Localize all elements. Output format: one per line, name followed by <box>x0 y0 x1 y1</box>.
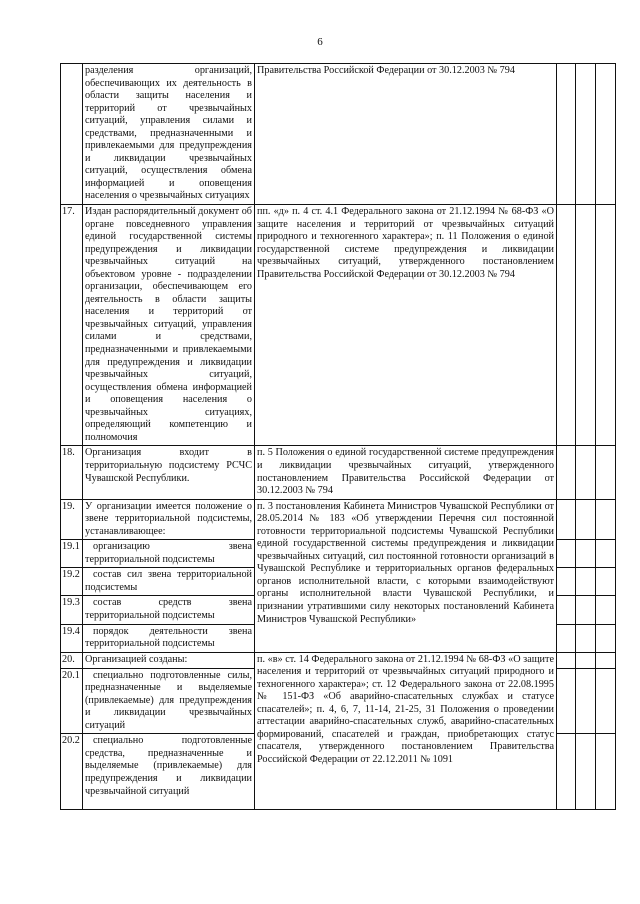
requirement-text: Организация входит в территориальную подсистему РСЧС Чувашской Республики. <box>83 446 255 499</box>
table-row <box>61 64 616 205</box>
row-number: 19.3 <box>61 596 83 624</box>
check-cell[interactable] <box>596 624 616 652</box>
check-cell[interactable] <box>596 652 616 668</box>
requirement-text: состав средств звена территориальной подсистемы <box>83 596 255 624</box>
check-cell[interactable] <box>576 568 596 596</box>
check-cell[interactable] <box>557 668 576 734</box>
check-cell[interactable] <box>557 596 576 624</box>
check-cell[interactable] <box>596 446 616 499</box>
check-cell[interactable] <box>557 205 576 446</box>
row-number: 20. <box>61 652 83 668</box>
check-cell[interactable] <box>576 540 596 568</box>
requirement-text: У организации имеется положение о звене территориальной подсистемы, устанавливающее: <box>83 499 255 540</box>
requirement-text: Издан распорядительный документ об органе повседневного управления единой государственной системы предупреждения и ликвидации чрезвычайных ситуаций на объектовом уровне - подразделении организации, обеспечивающем его деятельность в области защиты населения и территорий от чрезвычайных ситуаций, управления силами и средствами, предназначенными и привлекаемыми для предупреждения и ликвидации чрезвычайных ситуаций, осуществления обмена информацией и оповещения населения о чрезвычайных ситуациях, определяющий компетенцию и полномочия <box>83 205 255 446</box>
check-cell[interactable] <box>576 624 596 652</box>
row-number: 20.1 <box>61 668 83 734</box>
table-row <box>61 446 616 499</box>
requirement-text: специально подготовленные силы, предназначенные и выделяемые (привлекаемые) для предупреждения и ликвидации чрезвычайных ситуаций <box>83 668 255 734</box>
inspection-checklist-table <box>60 63 616 810</box>
requirement-text: организацию звена территориальной подсистемы <box>83 540 255 568</box>
row-number: 19.1 <box>61 540 83 568</box>
check-cell[interactable] <box>557 64 576 205</box>
row-number: 20.2 <box>61 734 83 810</box>
check-cell[interactable] <box>596 205 616 446</box>
legal-basis-text: Правительства Российской Федерации от 30.12.2003 № 794 <box>255 64 557 205</box>
requirement-text: специально подготовленные средства, предназначенные и выделяемые (привлекаемые) для предупреждения и ликвидации чрезвычайной ситуаций <box>83 734 255 810</box>
check-cell[interactable] <box>576 64 596 205</box>
check-cell[interactable] <box>596 596 616 624</box>
table-row <box>61 499 616 540</box>
legal-basis-text: п. 3 постановления Кабинета Министров Чувашской Республики от 28.05.2014 № 183 «Об утверждении Перечня сил постоянной готовности территориальной подсистемы Чувашской Республики единой государственной системы предупреждения и ликвидации чрезвычайных ситуаций, сил постоянной готовности организаций в Чувашской Республике и территориальных органов федеральных органов исполнительной власти, с которыми взаимодействуют органы исполнительной власти Чувашской Республики, и признании утратившими силу некоторых постановлений Кабинета Министров Чувашской Республики» <box>255 499 557 652</box>
requirement-text: порядок деятельности звена территориальной подсистемы <box>83 624 255 652</box>
check-cell[interactable] <box>557 446 576 499</box>
check-cell[interactable] <box>576 668 596 734</box>
check-cell[interactable] <box>596 568 616 596</box>
requirement-text: Организацией созданы: <box>83 652 255 668</box>
check-cell[interactable] <box>557 568 576 596</box>
check-cell[interactable] <box>576 734 596 810</box>
row-number: 19. <box>61 499 83 540</box>
row-number: 19.2 <box>61 568 83 596</box>
row-number: 17. <box>61 205 83 446</box>
row-number <box>61 64 83 205</box>
check-cell[interactable] <box>557 540 576 568</box>
check-cell[interactable] <box>557 624 576 652</box>
legal-basis-text: пп. «д» п. 4 ст. 4.1 Федерального закона от 21.12.1994 № 68-ФЗ «О защите населения и территорий от чрезвычайных ситуаций природного и техногенного характера»; п. 11 Положения о единой государственной системе предупреждения и ликвидации чрезвычайных ситуаций, утвержденного постановлением Правительства Российской Федерации от 30.12.2003 № 794 <box>255 205 557 446</box>
check-cell[interactable] <box>596 668 616 734</box>
check-cell[interactable] <box>596 64 616 205</box>
check-cell[interactable] <box>557 499 576 540</box>
row-number: 18. <box>61 446 83 499</box>
requirement-text: разделения организаций, обеспечивающих их деятельность в области защиты населения и территорий от чрезвычайных ситуаций, управления силами и средствами, предназначенными и привлекаемыми для предупреждения и ликвидации чрезвычайных ситуаций, осуществления обмена информацией и оповещения населения о чрезвычайных ситуациях <box>83 64 255 205</box>
check-cell[interactable] <box>596 540 616 568</box>
legal-basis-text: п. 5 Положения о единой государственной системе предупреждения и ликвидации чрезвычайных ситуаций, утвержденного постановлением Правительства Российской Федерации от 30.12.2003 № 794 <box>255 446 557 499</box>
page-number: 6 <box>317 36 323 48</box>
check-cell[interactable] <box>596 734 616 810</box>
row-number: 19.4 <box>61 624 83 652</box>
table-row <box>61 205 616 446</box>
check-cell[interactable] <box>557 734 576 810</box>
check-cell[interactable] <box>576 446 596 499</box>
check-cell[interactable] <box>576 205 596 446</box>
check-cell[interactable] <box>557 652 576 668</box>
legal-basis-text: п. «в» ст. 14 Федерального закона от 21.12.1994 № 68-ФЗ «О защите населения и территорий от чрезвычайных ситуаций природного и техногенного характера»; ст. 12 Федерального закона от 22.08.1995 № 151-ФЗ «Об аварийно-спасательных службах и статусе спасателей»; п. 4, 6, 7, 11-14, 21-25, 31 Положения о проведении аттестации аварийно-спасательных служб, аварийно-спасательных формирований, спасателей и граждан, приобретающих статус спасателя, утвержденного постановлением Правительства Российской Федерации от 22.12.2011 № 1091 <box>255 652 557 810</box>
requirement-text: состав сил звена территориальной подсистемы <box>83 568 255 596</box>
table-row <box>61 652 616 668</box>
check-cell[interactable] <box>596 499 616 540</box>
check-cell[interactable] <box>576 596 596 624</box>
check-cell[interactable] <box>576 652 596 668</box>
check-cell[interactable] <box>576 499 596 540</box>
